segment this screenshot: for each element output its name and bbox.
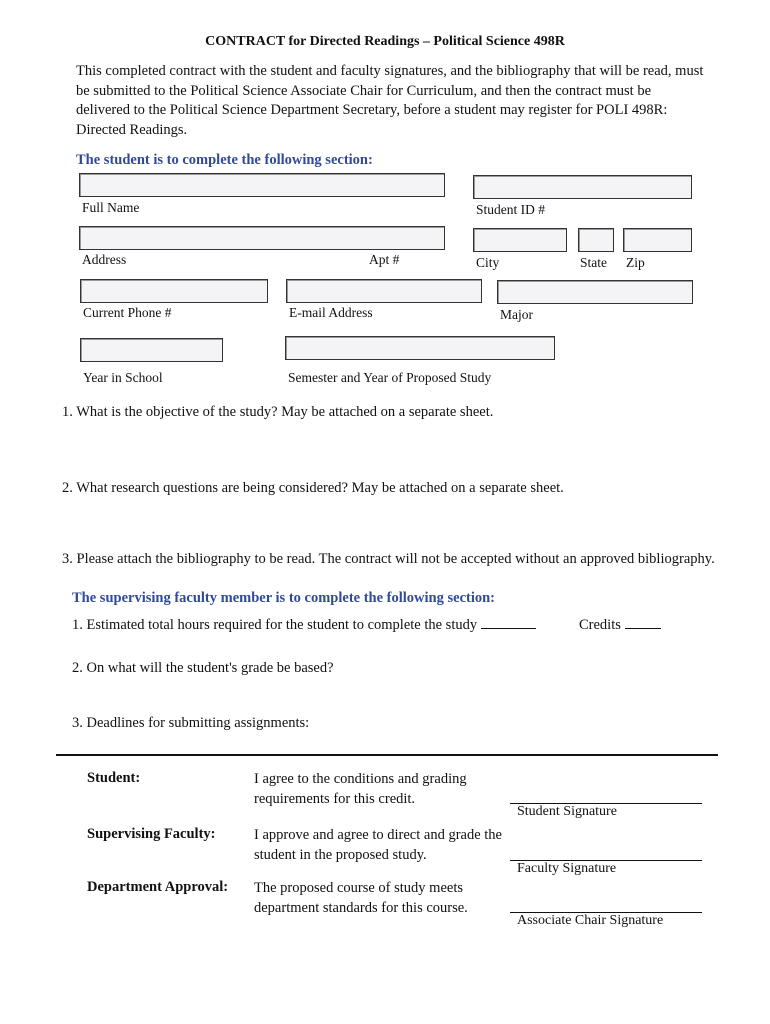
- credits-field: [579, 617, 661, 634]
- faculty-signature-label: Faculty Signature: [517, 861, 617, 876]
- year-label: Year in School: [83, 370, 163, 385]
- student-signature-label: Student Signature: [517, 804, 617, 819]
- major-input[interactable]: [497, 280, 693, 304]
- state-input[interactable]: [578, 228, 614, 252]
- associate-chair-signature-label: Associate Chair Signature: [517, 913, 664, 928]
- student-section-heading: The student is to complete the following section:: [76, 152, 373, 168]
- question-objective: 1. What is the objective of the study? May be attached on a separate sheet.: [62, 404, 494, 420]
- faculty-grade-question: 2. On what will the student's grade be based?: [72, 660, 334, 676]
- city-label: City: [476, 255, 500, 270]
- student-id-input[interactable]: [473, 175, 692, 199]
- phone-input[interactable]: [80, 279, 268, 303]
- department-statement: The proposed course of study meets department standards for this course.: [254, 880, 468, 916]
- credits-blank[interactable]: [625, 628, 661, 629]
- semester-label: Semester and Year of Proposed Study: [288, 370, 492, 385]
- state-label: State: [580, 255, 607, 270]
- credits-label: Credits: [579, 617, 621, 633]
- faculty-hours-question: [72, 617, 536, 634]
- student-id-label: Student ID #: [476, 202, 545, 217]
- zip-label: Zip: [626, 255, 645, 270]
- question-bibliography: 3. Please attach the bibliography to be read. The contract will not be accepted without an approved bibliography.: [62, 551, 715, 567]
- full-name-label: Full Name: [82, 200, 140, 215]
- address-label: Address: [82, 252, 127, 267]
- year-input[interactable]: [80, 338, 223, 362]
- hours-blank[interactable]: [481, 628, 536, 629]
- faculty-role-label: Supervising Faculty:: [87, 826, 216, 842]
- page-title: CONTRACT for Directed Readings – Political Science 498R: [205, 34, 565, 49]
- semester-input[interactable]: [285, 336, 555, 360]
- student-role-label: Student:: [87, 770, 141, 786]
- student-statement: I agree to the conditions and grading requirements for this credit.: [254, 771, 467, 807]
- zip-input[interactable]: [623, 228, 692, 252]
- full-name-input[interactable]: [79, 173, 445, 197]
- email-label: E-mail Address: [289, 305, 373, 320]
- faculty-hours-text: 1. Estimated total hours required for the student to complete the study: [72, 617, 478, 633]
- question-research: 2. What research questions are being considered? May be attached on a separate sheet.: [62, 480, 564, 496]
- email-input[interactable]: [286, 279, 482, 303]
- apt-label: Apt #: [369, 252, 400, 267]
- faculty-deadlines-question: 3. Deadlines for submitting assignments:: [72, 715, 310, 731]
- intro-paragraph: This completed contract with the student and faculty signatures, and the bibliography that will be read, must be submitted to the Political Science Associate Chair for Curriculum, and then the contract must be delivered to the Political Science Department Secretary, before a student may register for POLI 498R: Directed Readings.: [76, 63, 704, 138]
- faculty-section-heading: The supervising faculty member is to complete the following section:: [72, 590, 496, 606]
- city-input[interactable]: [473, 228, 567, 252]
- department-role-label: Department Approval:: [87, 879, 229, 895]
- faculty-statement: I approve and agree to direct and grade the student in the proposed study.: [254, 827, 502, 863]
- section-divider: [56, 754, 718, 756]
- phone-label: Current Phone #: [83, 305, 172, 320]
- major-label: Major: [500, 307, 533, 322]
- address-input[interactable]: [79, 226, 445, 250]
